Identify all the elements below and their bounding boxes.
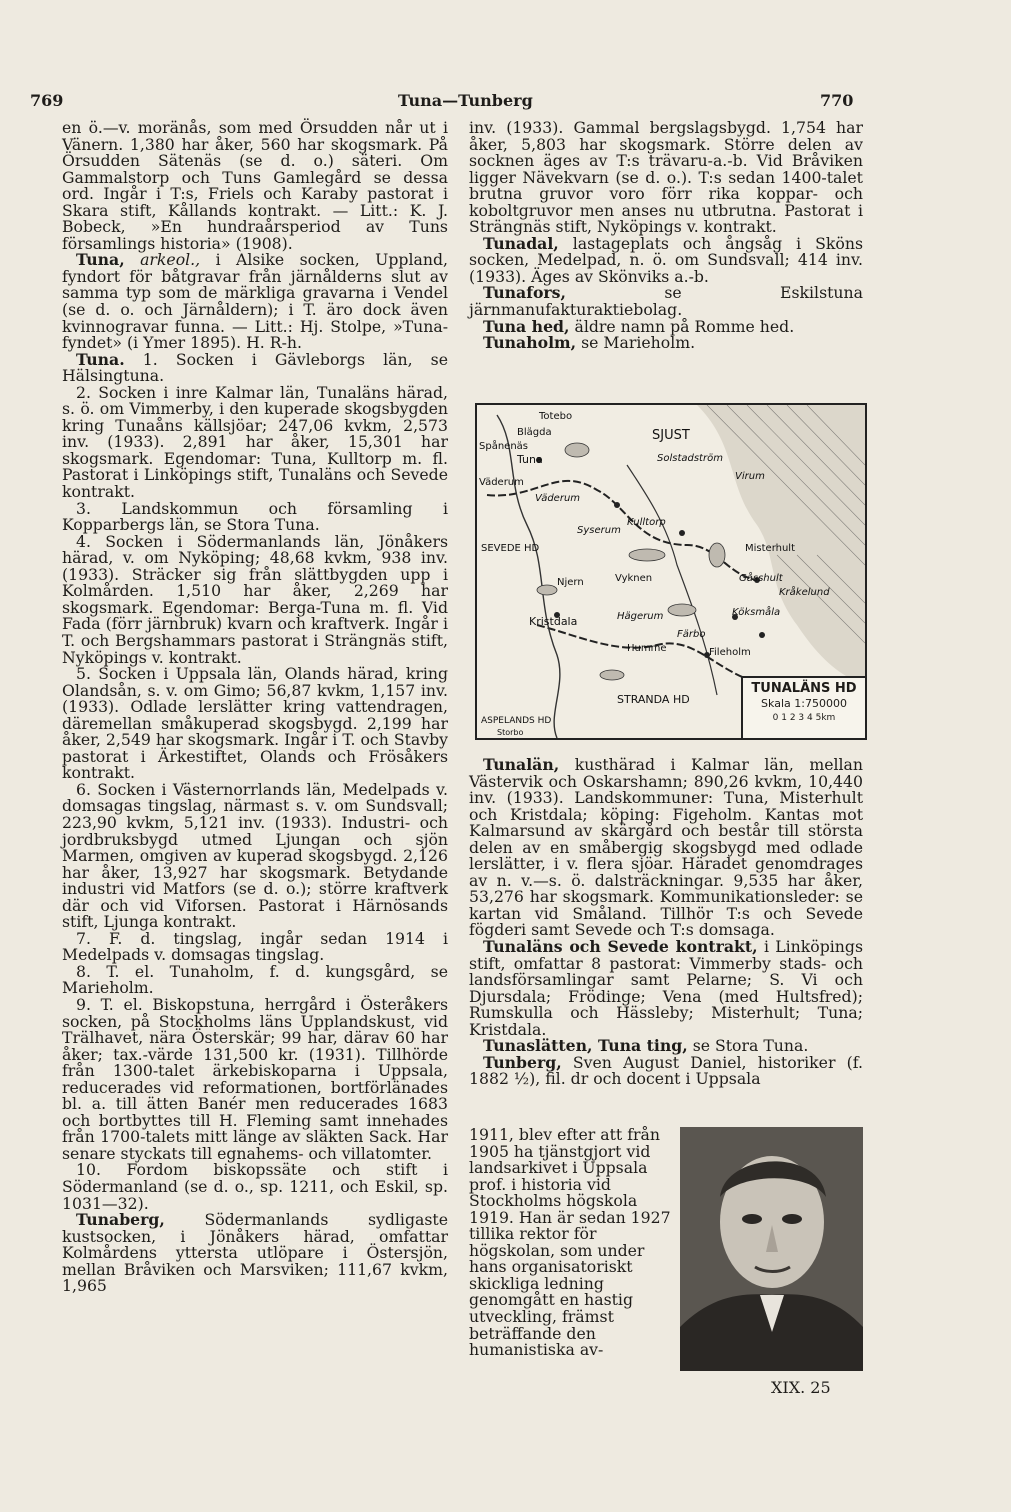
entry-headword: Tuna hed, (483, 316, 570, 336)
map-label: Humme (627, 643, 667, 654)
portrait-photo (680, 1127, 863, 1371)
map-legend-scale: Skala 1:750000 (761, 697, 847, 710)
entry-text: äldre namn på Romme hed. (574, 316, 795, 336)
map-label: Kråkelund (779, 587, 830, 598)
paragraph (469, 120, 863, 236)
page-number-right: 770 (820, 91, 854, 110)
map-label: Syserum (577, 525, 621, 536)
portrait-drawing (680, 1127, 863, 1371)
paragraph (62, 666, 448, 782)
entry-text: 8. T. el. Tunaholm, f. d. kungsgård, se Marieholm. (62, 961, 448, 998)
map-label: Blägda (517, 427, 552, 438)
map-legend (741, 676, 865, 738)
entry-text: 3. Landskommun och församling i Kopparbergs län, se Stora Tuna. (62, 498, 448, 535)
page-number-left: 769 (30, 91, 64, 110)
entry-text: i Alsike socken, Uppland, fyndort för båtgravar från järnålderns slut av samma typ som de märkliga gravarna i Vendel (se d. o. och Järnåldern); i T. äro dock även kvinnogravar funna. — Litt.: Hj. Stolpe, »Tuna-fyndet» (i Ymer 1895). H. R-h. (62, 250, 448, 353)
paragraph (62, 961, 448, 998)
map-label: Tuna (517, 453, 543, 466)
map-label: Fileholm (709, 647, 751, 658)
entry-text: se Stora Tuna. (692, 1036, 809, 1056)
paragraph (62, 994, 448, 1163)
entry-text: Södermanlands sydligaste kustsocken, i Jönåkers härad, omfattar Kolmårdens yttersta utlöpare i Östersjön, mellan Bråviken och Marsviken; 111,67 kvkm, 1,965 (62, 1210, 448, 1296)
right-column-top (469, 120, 863, 352)
paragraph (62, 382, 448, 502)
entry-headword: Tunaberg, (76, 1210, 165, 1230)
map-label: Njern (557, 577, 584, 588)
entry-headword: Tunaläns och Sevede kontrakt, (483, 937, 758, 957)
entry-headword: Tunalän, (483, 755, 560, 774)
paragraph (469, 233, 863, 286)
biography-wrap-text: 1911, blev efter att från 1905 ha tjänstgjort vid landsarkivet i Uppsala prof. i historia vid Stockholms högskola 1919. Han är sedan 1927 tillika rektor för högskolan, som under hans organisatoriskt skickliga ledning genomgått en hastig utveckling, främst beträffande den humanistiska av- (469, 1125, 671, 1360)
entry-text: 1. Socken i Gävleborgs län, se Hälsingtuna. (62, 349, 448, 386)
map-label: Virum (735, 471, 765, 482)
paragraph (62, 1212, 448, 1295)
map-label: Hägerum (617, 611, 664, 622)
entry-text: 5. Socken i Uppsala län, Olands härad, kring Olandsån, s. v. om Gimo; 56,87 kvkm, 1,157 inv. (1933). Odlade lerslätter kring vattendragen, däremellan småkuperad skogsbygd. 2,199 har åker, 2,549 har skogsmark. Ingår i T. och Stavby pastorat i Ärkestiftet, Olands och Frösåkers kontrakt. (62, 664, 448, 783)
entry-headword: Tunadal, (483, 233, 559, 253)
tunalans-map (475, 403, 867, 740)
paragraph (62, 531, 448, 667)
paragraph (62, 928, 448, 965)
paragraph (469, 939, 863, 1038)
map-label: Spånenäs (479, 441, 528, 452)
paragraph (469, 285, 863, 318)
entry-headword: Tunafors, (483, 283, 566, 303)
paragraph (62, 498, 448, 535)
map-label: Köksmåla (732, 607, 781, 618)
entry-headword: Tuna. (76, 349, 125, 369)
entry-text: 7. F. d. tingslag, ingår sedan 1914 i Medelpads v. domsagas tingslag. (62, 928, 448, 965)
entry-headword: Tuna, (76, 250, 125, 270)
map-label: Väderum (479, 477, 524, 488)
map-label: STRANDA HD (617, 693, 690, 706)
entry-text: inv. (1933). Gammal bergslagsbygd. 1,754 har åker, 5,803 har skogsmark. Större delen av socknen äges av T:s trävaru-a.-b. Vid Bråviken ligger Nävekvarn (se d. o.). T:s sedan 1400-talet brutna gruvor voro förr rika koppar- och koboltgruvor men anses nu utbrutna. Pastorat i Strängnäs stift, Nyköpings v. kontrakt. (469, 118, 863, 237)
entry-text: lastageplats och ångsåg i Sköns socken, Medelpad, n. ö. om Sundsvall; 414 inv. (1933). Äges av Skönviks a.-b. (469, 233, 863, 286)
entry-headword: Tunaholm, (483, 333, 577, 353)
map-label: Kulltorp (627, 517, 666, 528)
paragraph (469, 335, 863, 352)
map-label: Solstadström (657, 453, 723, 464)
entry-headword: Tunberg, (483, 1052, 562, 1072)
entry-text: i Linköpings stift, omfattar 8 pastorat: Vimmerby stads- och landsförsamlingar samt Pelarne; S. Vi och Djursdala; Frödinge; Vena (med Hultsfred); Rumskulla och Hässleby; Misterhult; Tuna; Kristdala. (469, 937, 863, 1039)
map-label: Färbo (677, 629, 706, 640)
paragraph (62, 779, 448, 932)
map-label: ASPELANDS HD (481, 716, 552, 726)
map-label: Väderum (535, 493, 581, 504)
entry-text: 4. Socken i Södermanlands län, Jönåkers härad, v. om Nyköping; 48,68 kvkm, 938 inv. (1933). Sträcker sig från slättbygden upp i Kolmården. 1,510 har åker, 2,269 har skogsmark. Egendomar: Berga-Tuna m. fl. Vid Fada (förr järnbruk) kvarn och kraftverk. Ingår i T. och Bergshammars pastorat i Strängnäs stift, Nyköpings v. kontrakt. (62, 531, 448, 667)
paragraph (62, 120, 448, 252)
map-label: SEVEDE HD (481, 543, 540, 554)
left-column (62, 120, 448, 1295)
entry-text: Sven August Daniel, historiker (f. 1882 ½), fil. dr och docent i Uppsala (469, 1052, 863, 1089)
entry-text: se Marieholm. (581, 333, 696, 353)
entry-qualifier: arkeol., (140, 250, 201, 270)
map-scale-bar: 0 1 2 3 4 5km (772, 713, 836, 723)
map-label: SJUST (652, 428, 690, 443)
map-label: Vyknen (615, 573, 653, 584)
paragraph (469, 757, 863, 939)
map-label: Gåsshult (739, 573, 783, 584)
entry-text: se Eskilstuna järnmanufakturaktiebolag. (469, 283, 863, 320)
page-footer: XIX. 25 (771, 1378, 831, 1397)
map-legend-title: TUNALÄNS HD (751, 681, 857, 696)
map-label: Totebo (539, 411, 573, 422)
entry-text: kusthärad i Kalmar län, mellan Västervik och Oskarshamn; 890,26 kvkm, 10,440 inv. (1933). Landskommuner: Tuna, Misterhult och Kristdala; köping: Figeholm. Kantas mot Kalmarsund av skärgård och består till största delen av en småbergig skogsbygd med odlade lerslätter, i v. flera sjöar. Häradet genomdrages av n. v.—s. ö. dalsträckningar. 9,535 har åker, 53,276 har skogsmark. Kommunikationsleder: se kartan vid Småland. Tillhör T:s och Sevede fögderi samt Sevede och T:s domsaga. (469, 755, 863, 940)
paragraph (62, 252, 448, 351)
map-label: Kristdala (529, 615, 578, 628)
paragraph (62, 1162, 448, 1212)
entry-text: 10. Fordom biskopssäte och stift i Södermanland (se d. o., sp. 1211, och Eskil, sp. 1031—32). (62, 1160, 448, 1213)
paragraph (469, 1052, 863, 1089)
right-column-bottom (469, 757, 863, 1088)
entry-text: 2. Socken i inre Kalmar län, Tunaläns härad, s. ö. om Vimmerby, i den kuperade skogsbygden kring Tunaåns källsjöar; 247,06 kvkm, 2,573 inv. (1933). 2,891 har åker, 15,301 har skogsmark. Egendomar: Tuna, Kulltorp m. fl. Pastorat i Linköpings stift, Tunaläns och Sevede kontrakt. (62, 382, 448, 502)
running-title: Tuna—Tunberg (398, 91, 533, 110)
entry-text: 9. T. el. Biskopstuna, herrgård i Österåkers socken, på Stockholms läns Upplandskust, vid Trälhavet, nära Österskär; 99 har, därav 60 har åker; tax.-värde 131,500 kr. (1931). Tillhörde från 1300-talet ärkebiskoparna i Uppsala, reducerades vid reformationen, bortförlänades bl. a. till ätten Banér men reducerades 1683 och bortbyttes till H. Fleming samt innehades från 1700-talets mitt länge av släkten Sack. Har senare styckats till egnahems- och villatomter. (62, 994, 448, 1163)
entry-headword: Tunaslätten, Tuna ting, (483, 1036, 688, 1056)
map-label: Misterhult (745, 543, 795, 554)
entry-text: 6. Socken i Västernorrlands län, Medelpads v. domsagas tingslag, närmast s. v. om Sundsvall; 223,90 kvkm, 5,121 inv. (1933). Industri- och jordbruksbygd utmed Ljungan och sjön Marmen, omgiven av kuperad skogsbygd. 2,126 har åker, 13,927 har skogsmark. Betydande industri vid Matfors (se d. o.); större kraftverk där och vid Viforsen. Pastorat i Härnösands stift, Ljunga kontrakt. (62, 779, 448, 932)
entry-text: en ö.—v. moränås, som med Örsudden når ut i Vänern. 1,380 har åker, 560 har skogsmark. På Örsudden Sätenäs (se d. o.) säteri. Om Gammalstorp och Tuns Gamlegård se dessa ord. Ingår i T:s, Friels och Karaby pastorat i Skara stift, Kållands kontrakt. — Litt.: K. J. Bobeck, »En hundraårsperiod av Tuns församlings historia» (1908). (62, 118, 448, 253)
map-label: Storbo (497, 728, 524, 737)
paragraph (62, 349, 448, 386)
